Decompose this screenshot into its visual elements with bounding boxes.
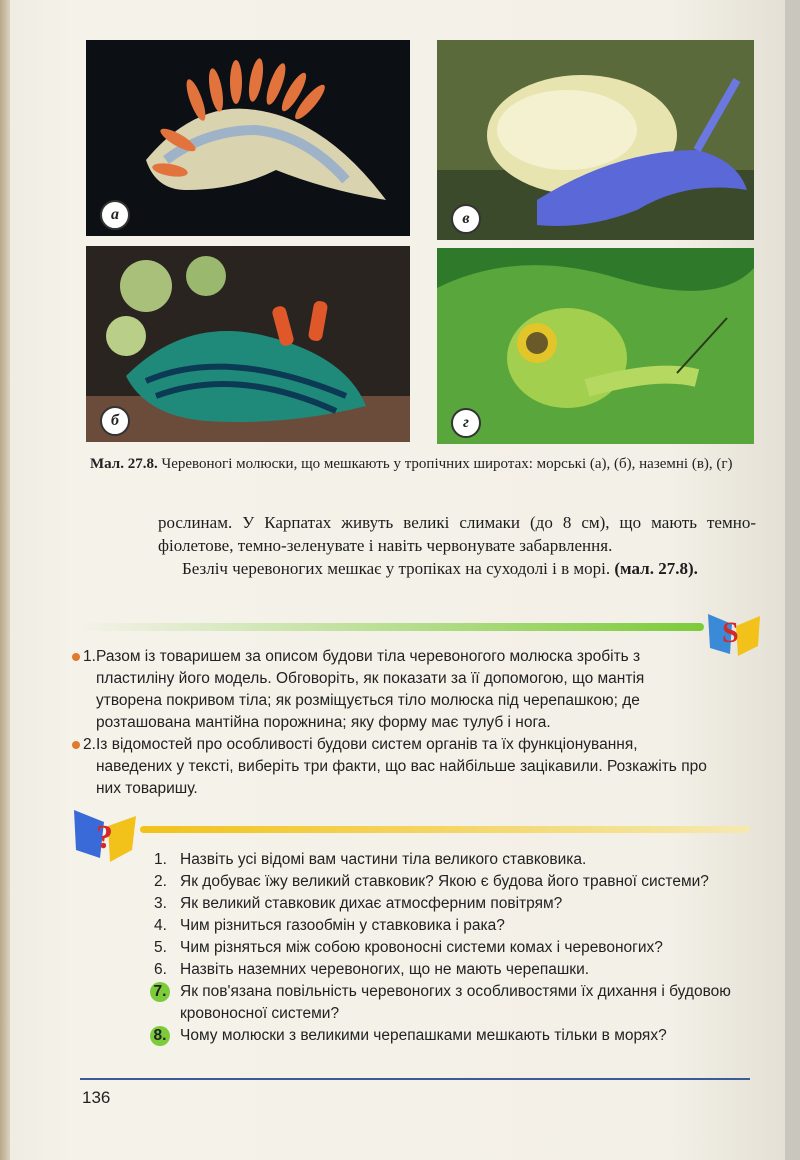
question-item bbox=[154, 959, 764, 981]
question-item bbox=[154, 915, 764, 937]
question-item bbox=[154, 849, 764, 871]
photo-sea-slug-b bbox=[86, 246, 410, 442]
tasks-header-bar bbox=[78, 623, 704, 631]
figure-reference: (мал. 27.8). bbox=[614, 559, 698, 578]
task-item bbox=[72, 734, 712, 800]
question-number: 2. bbox=[154, 873, 167, 890]
question-text: Як великий ставковик дихає атмосферним повітрям? bbox=[180, 895, 563, 912]
questions-header-bar bbox=[140, 826, 750, 833]
body-paragraph-1: рослинам. У Карпатах живуть великі слимаки (до 8 см), що мають темно-фіолетове, темно-зеленувате і навіть червонувате забарвлення. bbox=[158, 513, 756, 555]
task-number: 2. bbox=[72, 734, 96, 756]
body-paragraph-2-text: Безліч черевоногих мешкає у тропіках на суходолі і в морі. bbox=[182, 559, 611, 578]
question-item bbox=[154, 871, 764, 893]
photo-sea-slug-a bbox=[86, 40, 410, 236]
question-text: Чому молюски з великими черепашками мешкають тільки в морях? bbox=[180, 1027, 667, 1044]
page-number: 136 bbox=[82, 1088, 111, 1107]
photo-label-b: б bbox=[100, 406, 130, 436]
question-number: 1. bbox=[154, 851, 167, 868]
task-text: Разом із товаришем за описом будови тіла черевоногого молюска зробіть з пластиліну його модель. Обговоріть, як показати за її допомогою, що мантія утворена покривом тіла; як розміщується тіло молюска під черепашкою; де розташована мантійна порожнина; яку форму має тулуб і нога. bbox=[96, 648, 645, 731]
photo-label-g: г bbox=[451, 408, 481, 438]
task-text: Із відомостей про особливості будови систем органів та їх функціонування, наведених у тексті, виберіть три факти, що вас найбільше зацікавили. Розкажіть про них товаришу. bbox=[96, 736, 707, 797]
task-number: 1. bbox=[72, 646, 96, 668]
figure-caption bbox=[90, 453, 760, 476]
question-number: 3. bbox=[154, 895, 167, 912]
body-text bbox=[158, 511, 756, 580]
question-text: Назвіть наземних черевоногих, що не мають черепашки. bbox=[180, 961, 590, 978]
question-item-advanced bbox=[154, 1025, 764, 1047]
body-paragraph-2 bbox=[158, 557, 756, 580]
question-number: 8. bbox=[150, 1026, 170, 1046]
photo-land-snail-v bbox=[437, 40, 754, 240]
question-text: Чим різниться газообмін у ставковика і рака? bbox=[180, 917, 505, 934]
butterfly-question-icon bbox=[70, 804, 140, 866]
review-questions bbox=[154, 849, 764, 1047]
question-text: Назвіть усі відомі вам частини тіла великого ставковика. bbox=[180, 851, 587, 868]
svg-text:S: S bbox=[722, 616, 739, 649]
question-item bbox=[154, 893, 764, 915]
question-item-advanced bbox=[154, 981, 764, 1025]
group-tasks bbox=[72, 646, 712, 800]
question-number: 7. bbox=[150, 982, 170, 1002]
question-text: Як добуває їжу великий ставковик? Якою є будова його травної системи? bbox=[180, 873, 709, 890]
question-number: 4. bbox=[154, 917, 167, 934]
photo-label-a: а bbox=[100, 200, 130, 230]
question-number: 6. bbox=[154, 961, 167, 978]
question-item bbox=[154, 937, 764, 959]
task-item bbox=[72, 646, 712, 734]
figure-caption-prefix: Мал. 27.8. bbox=[90, 456, 158, 472]
figure-caption-text: Черевоногі молюски, що мешкають у тропічних широтах: морські (а), (б), наземні (в), (г) bbox=[157, 456, 733, 472]
question-text: Як пов'язана повільність черевоногих з особливостями їх дихання і будовою кровоносної системи? bbox=[180, 983, 731, 1022]
question-text: Чим різняться між собою кровоносні системи комах і черевоногих? bbox=[180, 939, 663, 956]
photo-land-snail-g bbox=[437, 248, 754, 444]
question-number: 5. bbox=[154, 939, 167, 956]
footer-rule bbox=[80, 1078, 750, 1080]
svg-text:?: ? bbox=[96, 819, 113, 856]
photo-label-v: в bbox=[451, 204, 481, 234]
